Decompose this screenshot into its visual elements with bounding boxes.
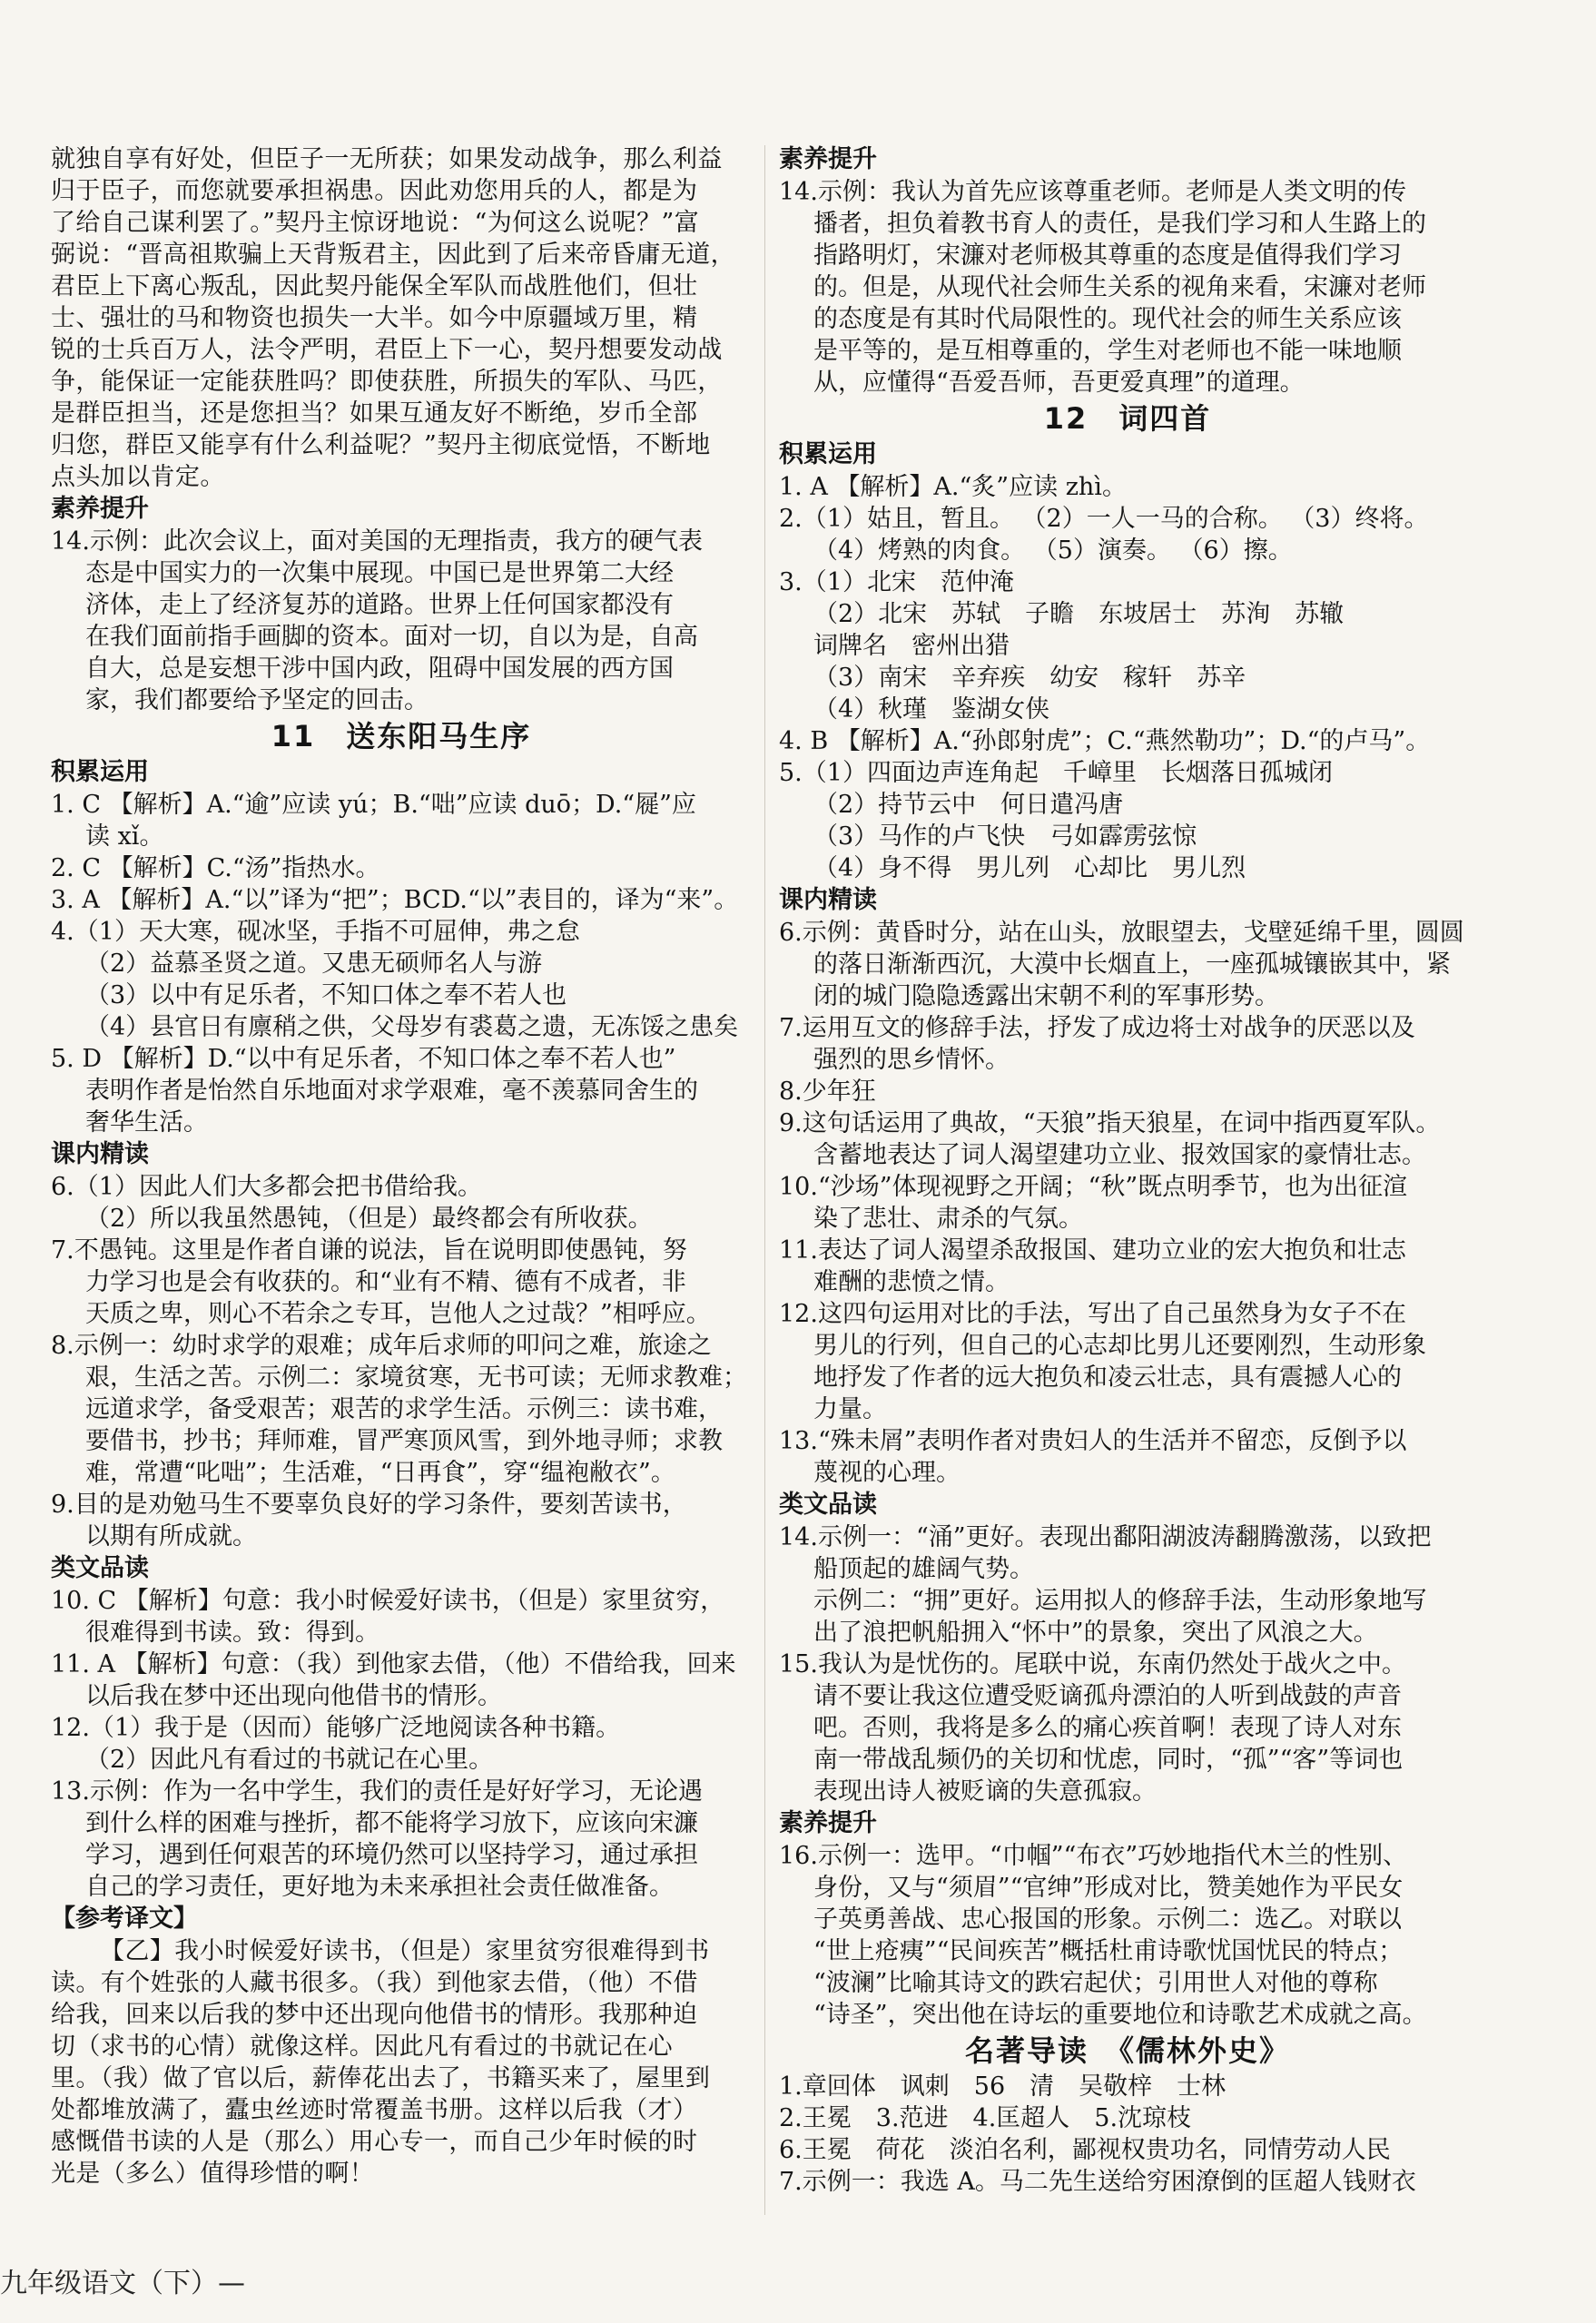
section-heading: 素养提升 xyxy=(51,495,149,523)
answer-line: 14.示例：我认为首先应该尊重老师。老师是人类文明的传 xyxy=(779,178,1406,206)
answer-line: 请不要让我这位遭受贬谪孤舟漂泊的人听到战鼓的声音 xyxy=(813,1682,1402,1710)
answer-line: 地抒发了作者的远大抱负和凌云壮志，具有震撼人心的 xyxy=(813,1363,1402,1392)
answer-line: 5.（1）四面边声连角起 千嶂里 长烟落日孤城闭 xyxy=(779,759,1333,787)
answer-line: （4）身不得 男儿列 心却比 男儿烈 xyxy=(813,854,1246,882)
answer-line: 6.王冕 荷花 淡泊名利，鄙视权贵功名，同情劳动人民 xyxy=(779,2136,1391,2164)
answer-line: 远道求学，备受艰苦；艰苦的求学生活。示例三：读书难， xyxy=(85,1395,723,1423)
answer-line: 的态度是有其时代局限性的。现代社会的师生关系应该 xyxy=(813,305,1402,333)
translation-line: 锐的士兵百万人，法令严明，君臣上下一心，契丹想要发动战 xyxy=(51,336,723,364)
translation-line: 切（求书的心情）就像这样。因此凡有看过的书就记在心 xyxy=(51,2033,673,2061)
section-heading: 类文品读 xyxy=(779,1491,877,1519)
answer-line: 学习，遇到任何艰苦的环境仍然可以坚持学习，通过承担 xyxy=(85,1841,698,1869)
translation-line: 弼说：“晋高祖欺骗上天背叛君主，因此到了后来帝昏庸无道， xyxy=(51,241,736,269)
answer-line: 4. B 【解析】A.“孙郎射虎”；C.“燕然勒功”；D.“的卢马”。 xyxy=(779,727,1431,755)
answer-line: 6.（1）因此人们大多都会把书借给我。 xyxy=(51,1173,482,1201)
answer-line: 船顶起的雄阔气势。 xyxy=(813,1555,1034,1583)
answer-line: “诗圣”，突出他在诗坛的重要地位和诗歌艺术成就之高。 xyxy=(813,2001,1427,2029)
answer-line: 奢华生活。 xyxy=(85,1108,208,1137)
translation-line: 点头加以肯定。 xyxy=(51,463,225,491)
answer-line: 家，我们都要给予坚定的回击。 xyxy=(85,686,429,714)
section-heading: 积累运用 xyxy=(779,440,877,468)
translation-line: 光是（多么）值得珍惜的啊！ xyxy=(51,2160,375,2188)
translation-line: 处都堆放满了，蠹虫丝迹时常覆盖书册。这样以后我（才） xyxy=(51,2096,698,2124)
answer-line: “波澜”比喻其诗文的跌宕起伏；引用世人对他的尊称 xyxy=(813,1969,1378,1997)
answer-line: 男儿的行列，但自己的心志却比男儿还要刚烈，生动形象 xyxy=(813,1332,1426,1360)
translation-line: 归您，群臣又能享有什么利益呢？”契丹主彻底觉悟，不断地 xyxy=(51,431,711,459)
answer-line: 含蓄地表达了词人渴望建功立业、报效国家的豪情壮志。 xyxy=(813,1141,1426,1169)
answer-line: 2.（1）姑且，暂且。 （2）一人一马的合称。 （3）终将。 xyxy=(779,505,1429,533)
answer-line: 11.表达了词人渴望杀敌报国、建功立业的宏大抱负和壮志 xyxy=(779,1236,1406,1265)
answer-line: （2）益慕圣贤之道。又患无硕师名人与游 xyxy=(85,950,543,978)
answer-line: 表明作者是怡然自乐地面对求学艰难，毫不羡慕同舍生的 xyxy=(85,1077,698,1105)
answer-line: 力学习也是会有收获的。和“业有不精、德有不成者，非 xyxy=(85,1268,686,1296)
answer-line: 态是中国实力的一次集中展现。中国已是世界第二大经 xyxy=(85,559,674,587)
answer-line: （2）持节云中 何日遣冯唐 xyxy=(813,791,1124,819)
section-heading: 课内精读 xyxy=(779,886,877,914)
answer-line: 7.示例一：我选 A。马二先生送给穷困潦倒的匡超人钱财衣 xyxy=(779,2168,1416,2196)
answer-line: 难，常遭“叱咄”；生活难，“日再食”，穿“缊袍敝衣”。 xyxy=(85,1459,675,1487)
section-heading: 素养提升 xyxy=(779,1809,877,1837)
lesson-title: 12 词四首 xyxy=(1043,401,1212,436)
answer-line: 6.示例：黄昏时分，站在山头，放眼望去，戈壁延绵千里，圆圆 xyxy=(779,919,1464,947)
answer-line: （2）所以我虽然愚钝，（但是）最终都会有所收获。 xyxy=(85,1205,653,1233)
translation-line: 是群臣担当，还是您担当？如果互通友好不断绝，岁币全部 xyxy=(51,399,698,428)
answer-line: 自己的学习责任，更好地为未来承担社会责任做准备。 xyxy=(85,1873,674,1901)
answer-line: 蔑视的心理。 xyxy=(813,1459,961,1487)
answer-line: 南一带战乱频仍的关切和忧虑，同时，“孤”“客”等词也 xyxy=(813,1746,1404,1774)
answer-line: 读 xǐ。 xyxy=(85,822,164,851)
answer-line: 14.示例一：“涌”更好。表现出鄱阳湖波涛翻腾激荡，以致把 xyxy=(779,1523,1432,1551)
answer-line: 是平等的，是互相尊重的，学生对老师也不能一味地顺 xyxy=(813,337,1402,365)
answer-line: 济体，走上了经济复苏的道路。世界上任何国家都没有 xyxy=(85,591,674,619)
answer-line: 示例二：“拥”更好。运用拟人的修辞手法，生动形象地写 xyxy=(813,1587,1427,1615)
translation-line: 【乙】我小时候爱好读书，（但是）家里贫穷很难得到书 xyxy=(100,1937,710,1965)
answer-line: （2）因此凡有看过的书就记在心里。 xyxy=(85,1746,494,1774)
answer-line: 闭的城门隐隐透露出宋朝不利的军事形势。 xyxy=(813,982,1279,1010)
answer-line: 出了浪把帆船拥入“怀中”的景象，突出了风浪之大。 xyxy=(813,1619,1378,1647)
answer-line: 7.不愚钝。这里是作者自谦的说法，旨在说明即使愚钝，努 xyxy=(51,1236,687,1265)
answer-line: 要借书，抄书；拜师难，冒严寒顶风雪，到外地寻师；求教 xyxy=(85,1427,723,1455)
answer-line: 子英勇善战、忠心报国的形象。示例二：选乙。对联以 xyxy=(813,1905,1402,1934)
page-footer: 九年级语文（下）— xyxy=(0,2268,245,2299)
answer-line: 7.运用互文的修辞手法，抒发了成边将士对战争的厌恶以及 xyxy=(779,1014,1415,1042)
section-heading: 课内精读 xyxy=(51,1140,149,1168)
answer-line: 到什么样的困难与挫折，都不能将学习放下，应该向宋濂 xyxy=(85,1809,698,1837)
answer-line: 9.这句话运用了典故，“天狼”指天狼星，在词中指西夏军队。 xyxy=(779,1109,1441,1137)
answer-line: 染了悲壮、肃杀的气氛。 xyxy=(813,1205,1083,1233)
translation-line: 了给自己谋利罢了。”契丹主惊讶地说：“为何这么说呢？”富 xyxy=(51,209,700,237)
answer-line: 8.少年狂 xyxy=(779,1078,876,1106)
answer-line: 1. C 【解析】A.“逾”应读 yú；B.“咄”应读 duō；D.“屣”应 xyxy=(51,791,696,819)
answer-line: 指路明灯，宋濂对老师极其尊重的态度是值得我们学习 xyxy=(813,241,1402,270)
answer-line: 8.示例一：幼时求学的艰难；成年后求师的叩问之难，旅途之 xyxy=(51,1332,712,1360)
answer-line: “世上疮痍”“民间疾苦”概括杜甫诗歌忧国忧民的特点； xyxy=(813,1937,1404,1965)
answer-line: 从，应懂得“吾爱吾师，吾更爱真理”的道理。 xyxy=(813,369,1305,397)
answer-line: 的。但是，从现代社会师生关系的视角来看，宋濂对老师 xyxy=(813,273,1426,301)
answer-line: 以后我在梦中还出现向他借书的情形。 xyxy=(85,1682,502,1710)
translation-line: 士、强壮的马和物资也损失一大半。如今中原疆域万里，精 xyxy=(51,304,698,332)
answer-line: 以期有所成就。 xyxy=(85,1522,257,1550)
translation-line: 争，能保证一定能获胜吗？即使获胜，所损失的军队、马匹， xyxy=(51,368,723,396)
section-heading: 积累运用 xyxy=(51,758,149,786)
translation-line: 读。有个姓张的人藏书很多。（我）到他家去借，（他）不借 xyxy=(51,1969,698,1997)
answer-line: 很难得到书读。致：得到。 xyxy=(85,1619,379,1647)
answer-line: 表现出诗人被贬谪的失意孤寂。 xyxy=(813,1777,1157,1806)
translation-line: 里。（我）做了官以后，薪俸花出去了，书籍买来了，屋里到 xyxy=(51,2064,711,2092)
lesson-title: 名著导读 《儒林外史》 xyxy=(964,2033,1290,2068)
answer-line: 2. C 【解析】C.“汤”指热水。 xyxy=(51,854,380,882)
lesson-title: 11 送东阳马生序 xyxy=(271,719,532,753)
answer-line: 播者，担负着教书育人的责任，是我们学习和人生路上的 xyxy=(813,210,1426,238)
answer-line: 3. A 【解析】A.“以”译为“把”；BCD.“以”表目的，译为“来”。 xyxy=(51,886,739,914)
answer-line: 在我们面前指手画脚的资本。面对一切，自以为是，自高 xyxy=(85,623,698,651)
section-heading: 素养提升 xyxy=(779,145,877,173)
answer-line: 3.（1）北宋 范仲淹 xyxy=(779,568,1014,596)
answer-line: 的落日渐渐西沉，大漠中长烟直上，一座孤城镶嵌其中，紧 xyxy=(813,950,1451,979)
answer-line: 1.章回体 讽刺 56 清 吴敬梓 士林 xyxy=(779,2072,1227,2101)
translation-line: 归于臣子，而您就要承担祸患。因此劝您用兵的人，都是为 xyxy=(51,177,698,205)
answer-line: 词牌名 密州出猎 xyxy=(813,632,1010,660)
answer-line: 13.“殊未屑”表明作者对贵妇人的生活并不留恋，反倒予以 xyxy=(779,1427,1407,1455)
answer-line: 艰，生活之苦。示例二：家境贫寒，无书可读；无师求教难； xyxy=(85,1363,747,1392)
answer-line: （3）南宋 辛弃疾 幼安 稼轩 苏辛 xyxy=(813,664,1246,692)
answer-line: 12.这四句运用对比的手法，写出了自己虽然身为女子不在 xyxy=(779,1300,1406,1328)
answer-line: 2.王冕 3.范进 4.匡超人 5.沈琼枝 xyxy=(779,2104,1192,2132)
answer-line: 吧。否则，我将是多么的痛心疾首啊！表现了诗人对东 xyxy=(813,1714,1402,1742)
answer-line: 1. A 【解析】A.“炙”应读 zhì。 xyxy=(779,473,1127,501)
answer-line: 自大，总是妄想干涉中国内政，阻碍中国发展的西方国 xyxy=(85,655,674,683)
answer-line: 16.示例一：选甲。“巾帼”“布衣”巧妙地指代木兰的性别、 xyxy=(779,1842,1408,1870)
answer-line: （4）秋瑾 鉴湖女侠 xyxy=(813,695,1050,723)
answer-line: 11. A 【解析】句意：（我）到他家去借，（他）不借给我，回来 xyxy=(51,1650,736,1678)
answer-line: 4.（1）天大寒，砚冰坚，手指不可屈伸，弗之怠 xyxy=(51,918,580,946)
translation-line: 就独自享有好处，但臣子一无所获；如果发动战争，那么利益 xyxy=(51,145,723,173)
translation-line: 君臣上下离心叛乱，因此契丹能保全军队而战胜他们，但壮 xyxy=(51,272,698,300)
answer-line: 13.示例：作为一名中学生，我们的责任是好好学习，无论遇 xyxy=(51,1777,703,1806)
left-column xyxy=(51,143,752,2190)
answer-line: （4）烤熟的肉食。 （5）演奏。 （6）擦。 xyxy=(813,536,1293,565)
page-top-margin xyxy=(0,0,1596,136)
answer-line: 12.（1）我于是（因而）能够广泛地阅读各种书籍。 xyxy=(51,1714,621,1742)
section-heading: 【参考译文】 xyxy=(51,1905,198,1933)
column-divider xyxy=(764,145,765,2215)
answer-line: 10.“沙场”体现视野之开阔；“秋”既点明季节，也为出征渲 xyxy=(779,1173,1408,1201)
right-column xyxy=(779,143,1476,2198)
section-heading: 类文品读 xyxy=(51,1554,149,1582)
answer-line: 9.目的是劝勉马生不要辜负良好的学习条件，要刻苦读书， xyxy=(51,1491,687,1519)
answer-line: 身份，又与“须眉”“官绅”形成对比，赞美她作为平民女 xyxy=(813,1874,1404,1902)
answer-line: 15.我认为是忧伤的。尾联中说，东南仍然处于战火之中。 xyxy=(779,1650,1406,1678)
answer-line: 14.示例：此次会议上，面对美国的无理指责，我方的硬气表 xyxy=(51,527,703,556)
answer-line: 10. C 【解析】句意：我小时候爱好读书，（但是）家里贫穷， xyxy=(51,1587,725,1615)
answer-line: （3）以中有足乐者，不知口体之奉不若人也 xyxy=(85,981,567,1009)
answer-line: 难酬的悲愤之情。 xyxy=(813,1268,1010,1296)
translation-line: 感慨借书读的人是（那么）用心专一，而自己少年时候的时 xyxy=(51,2128,698,2156)
answer-line: 强烈的思乡情怀。 xyxy=(813,1046,1010,1074)
answer-line: 5. D 【解析】D.“以中有足乐者，不知口体之奉不若人也” xyxy=(51,1045,676,1073)
answer-line: （4）县官日有廪稍之供，父母岁有裘葛之遗，无冻馁之患矣 xyxy=(85,1013,739,1041)
answer-line: 天质之卑，则心不若余之专耳，岂他人之过哉？”相呼应。 xyxy=(85,1300,711,1328)
answer-line: 力量。 xyxy=(813,1395,887,1423)
answer-line: （3）马作的卢飞快 弓如霹雳弦惊 xyxy=(813,822,1197,851)
answer-line: （2）北宋 苏轼 子瞻 东坡居士 苏洵 苏辙 xyxy=(813,600,1345,628)
translation-line: 给我，回来以后我的梦中还出现向他借书的情形。我那种迫 xyxy=(51,2001,698,2029)
